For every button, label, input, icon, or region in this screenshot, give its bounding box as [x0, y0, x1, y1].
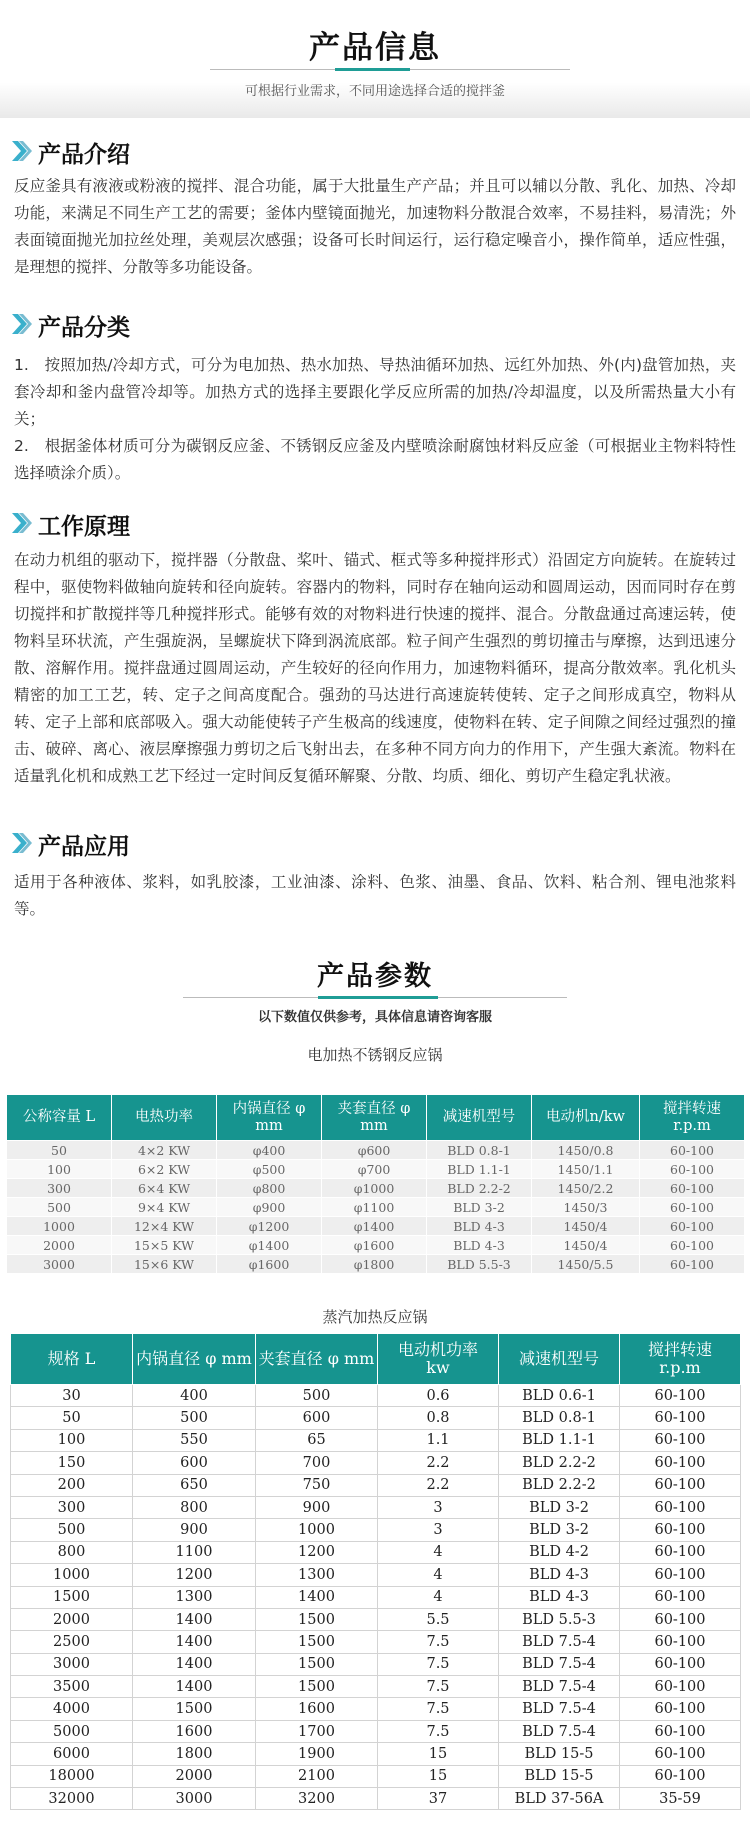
table-cell: 2000 — [11, 1608, 133, 1630]
table-cell: 60-100 — [620, 1452, 741, 1474]
table-cell: 12×4 KW — [112, 1217, 217, 1236]
table-cell: 7.5 — [378, 1631, 499, 1653]
table-cell: φ400 — [217, 1141, 322, 1160]
chevron-right-icon — [10, 830, 36, 856]
table-cell: 60-100 — [640, 1198, 745, 1217]
table-cell: 1.1 — [378, 1429, 499, 1451]
table-cell: φ600 — [322, 1141, 427, 1160]
table-cell: 60-100 — [620, 1474, 741, 1496]
table-cell: 60-100 — [620, 1407, 741, 1429]
table-cell: 1400 — [133, 1676, 256, 1698]
table-cell: 35-59 — [620, 1788, 741, 1810]
table-cell: BLD 7.5-4 — [499, 1653, 620, 1675]
table-cell: BLD 7.5-4 — [499, 1698, 620, 1720]
table-row — [11, 1788, 741, 1810]
column-header: 搅拌转速 r.p.m — [620, 1334, 741, 1385]
table-cell: 60-100 — [640, 1255, 745, 1274]
table-cell: BLD 0.8-1 — [427, 1141, 532, 1160]
table-cell: 1900 — [256, 1743, 378, 1765]
table-cell: 7.5 — [378, 1720, 499, 1742]
table-row — [11, 1586, 741, 1608]
table-cell: 1450/5.5 — [532, 1255, 640, 1274]
table-cell: 30 — [11, 1385, 133, 1407]
table-cell: 6×2 KW — [112, 1160, 217, 1179]
table-row — [11, 1407, 741, 1429]
table-cell: 2.2 — [378, 1452, 499, 1474]
table-cell: 60-100 — [640, 1179, 745, 1198]
chevron-right-icon — [10, 138, 36, 164]
paragraph: 适用于各种液体、浆料，如乳胶漆，工业油漆、涂料、色浆、油墨、食品、饮料、粘合剂、锂电池浆料等。 — [14, 873, 736, 918]
paragraph: 2. 根据釜体材质可分为碳钢反应釜、不锈钢反应釜及内壁喷涂耐腐蚀材料反应釜（可根据业主物料特性选择喷涂介质）。 — [14, 437, 736, 482]
table-cell: 150 — [11, 1452, 133, 1474]
table-cell: 1450/4 — [532, 1217, 640, 1236]
table-cell: 1700 — [256, 1720, 378, 1742]
table-cell: 15 — [378, 1765, 499, 1787]
table-cell: 1600 — [256, 1698, 378, 1720]
table-row — [11, 1720, 741, 1742]
table-cell: 15×5 KW — [112, 1236, 217, 1255]
table-row — [11, 1631, 741, 1653]
table-cell: 600 — [133, 1452, 256, 1474]
table-cell: BLD 3-2 — [499, 1496, 620, 1518]
table-row — [11, 1541, 741, 1563]
table-cell: BLD 37-56A — [499, 1788, 620, 1810]
table-cell: 900 — [133, 1519, 256, 1541]
table-cell: BLD 4-3 — [427, 1217, 532, 1236]
table-cell: BLD 4-3 — [499, 1586, 620, 1608]
table-row — [7, 1179, 745, 1198]
table-cell: 7.5 — [378, 1653, 499, 1675]
product-info-header — [0, 0, 750, 118]
table-cell: 750 — [256, 1474, 378, 1496]
table-cell: BLD 5.5-3 — [499, 1608, 620, 1630]
table-cell: BLD 7.5-4 — [499, 1676, 620, 1698]
paragraph: 反应釜具有液液或粉液的搅拌、混合功能，属于大批量生产产品；并且可以辅以分散、乳化、加热、冷却功能，来满足不同生产工艺的需要；釜体内壁镜面抛光，加速物料分散混合效率，不易挂料，易清洗；外表面镜面抛光加拉丝处理，美观层次感强；设备可长时间运行，运行稳定噪音小，操作简单，适应性强，是理想的搅拌、分散等多功能设备。 — [14, 177, 736, 276]
table-cell: 15 — [378, 1743, 499, 1765]
table-cell: BLD 0.6-1 — [499, 1385, 620, 1407]
table-cell: 32000 — [11, 1788, 133, 1810]
table-cell: 550 — [133, 1429, 256, 1451]
table-cell: BLD 4-3 — [427, 1236, 532, 1255]
table-cell: 1500 — [256, 1608, 378, 1630]
table-cell: 1450/3 — [532, 1198, 640, 1217]
table-header-row — [11, 1334, 741, 1385]
table-row — [11, 1429, 741, 1451]
table-cell: BLD 3-2 — [499, 1519, 620, 1541]
table-row — [11, 1452, 741, 1474]
table-cell: 5000 — [11, 1720, 133, 1742]
section-body-principle — [14, 547, 736, 790]
column-header: 电动机n/kw — [532, 1095, 640, 1141]
table-row — [11, 1676, 741, 1698]
table-cell: 1000 — [7, 1217, 112, 1236]
table-cell: 1500 — [256, 1653, 378, 1675]
table-cell: BLD 2.2-2 — [499, 1452, 620, 1474]
page-title: 产品信息 — [309, 30, 441, 66]
table-cell: φ800 — [217, 1179, 322, 1198]
table-cell: 600 — [256, 1407, 378, 1429]
table-cell: 700 — [256, 1452, 378, 1474]
column-header: 减速机型号 — [427, 1095, 532, 1141]
table-cell: 500 — [11, 1519, 133, 1541]
table-cell: 2100 — [256, 1765, 378, 1787]
table-cell: 1200 — [256, 1541, 378, 1563]
paragraph: 在动力机组的驱动下，搅拌器（分散盘、桨叶、锚式、框式等多种搅拌形式）沿固定方向旋转。在旋转过程中，驱使物料做轴向旋转和径向旋转。容器内的物料，同时存在轴向运动和圆周运动，因而同时存在剪切搅拌和扩散搅拌等几种搅拌形式。能够有效的对物料进行快速的搅拌、混合。分散盘通过高速运转，使物料呈环状流，产生强旋涡，呈螺旋状下降到涡流底部。粒子间产生强烈的剪切撞击与摩擦，达到迅速分散、溶解作用。搅拌盘通过圆周运动，产生较好的径向作用力，加速物料循环，提高分散效率。乳化机头精密的加工工艺，转、定子之间高度配合。强劲的马达进行高速旋转使转、定子之间形成真空，物料从转、定子上部和底部吸入。强大动能使转子产生极高的线速度，使物料在转、定子间隙之间经过强烈的撞击、破碎、离心、液层摩擦强力剪切之后飞射出去，在多种不同方向力的作用下，产生强大紊流。物料在适量乳化机和成熟工艺下经过一定时间反复循环解聚、分散、均质、细化、剪切产生稳定乳状液。 — [14, 551, 736, 785]
table-cell: 50 — [7, 1141, 112, 1160]
table-cell: φ700 — [322, 1160, 427, 1179]
section-body-intro — [14, 173, 736, 281]
table-cell: 50 — [11, 1407, 133, 1429]
table-cell: 5.5 — [378, 1608, 499, 1630]
table-cell: φ900 — [217, 1198, 322, 1217]
table-cell: 200 — [11, 1474, 133, 1496]
table-cell: 1400 — [133, 1631, 256, 1653]
table-cell: φ1200 — [217, 1217, 322, 1236]
table-cell: BLD 7.5-4 — [499, 1720, 620, 1742]
table-cell: 3500 — [11, 1676, 133, 1698]
table-cell: 1200 — [133, 1564, 256, 1586]
table-cell: 6×4 KW — [112, 1179, 217, 1198]
table-cell: 1100 — [133, 1541, 256, 1563]
table-cell: 1400 — [133, 1608, 256, 1630]
table-header-row — [7, 1095, 745, 1141]
table-cell: 60-100 — [640, 1160, 745, 1179]
table-cell: 0.6 — [378, 1385, 499, 1407]
table-row — [11, 1743, 741, 1765]
table-cell: BLD 0.8-1 — [499, 1407, 620, 1429]
table-cell: 65 — [256, 1429, 378, 1451]
table-cell: 60-100 — [620, 1631, 741, 1653]
table-cell: 15×6 KW — [112, 1255, 217, 1274]
table-cell: 60-100 — [640, 1217, 745, 1236]
table-row — [7, 1160, 745, 1179]
column-header: 夹套直径 φ mm — [322, 1095, 427, 1141]
table-cell: φ1400 — [322, 1217, 427, 1236]
table-row — [11, 1496, 741, 1518]
table-cell: 18000 — [11, 1765, 133, 1787]
table-cell: 60-100 — [620, 1653, 741, 1675]
table-cell: 60-100 — [620, 1765, 741, 1787]
table-cell: 2000 — [7, 1236, 112, 1255]
table-cell: 60-100 — [620, 1698, 741, 1720]
table-cell: 4×2 KW — [112, 1141, 217, 1160]
table-row — [7, 1198, 745, 1217]
table-cell: 1450/4 — [532, 1236, 640, 1255]
section-title: 产品分类 — [38, 315, 130, 341]
table-cell: 7.5 — [378, 1698, 499, 1720]
table-cell: 60-100 — [620, 1608, 741, 1630]
table-cell: 2000 — [133, 1765, 256, 1787]
table-cell: 60-100 — [620, 1676, 741, 1698]
table-cell: BLD 1.1-1 — [427, 1160, 532, 1179]
table-cell: BLD 15-5 — [499, 1765, 620, 1787]
table-row — [11, 1698, 741, 1720]
table-row — [11, 1608, 741, 1630]
title-divider-accent — [335, 68, 410, 71]
table-cell: 60-100 — [640, 1236, 745, 1255]
table-cell: 1450/1.1 — [532, 1160, 640, 1179]
section-title: 产品应用 — [38, 834, 130, 860]
table-cell: 1300 — [133, 1586, 256, 1608]
table-cell: 1500 — [256, 1631, 378, 1653]
table-cell: 2500 — [11, 1631, 133, 1653]
table-cell: 6000 — [11, 1743, 133, 1765]
table-cell: 60-100 — [620, 1429, 741, 1451]
table-cell: 60-100 — [640, 1141, 745, 1160]
table-cell: BLD 2.2-2 — [499, 1474, 620, 1496]
table1-caption: 电加热不锈钢反应锅 — [307, 1046, 443, 1064]
table-cell: BLD 15-5 — [499, 1743, 620, 1765]
table-cell: 60-100 — [620, 1385, 741, 1407]
column-header: 规格 L — [11, 1334, 133, 1385]
table-row — [11, 1519, 741, 1541]
table-cell: φ1000 — [322, 1179, 427, 1198]
table-cell: φ1600 — [217, 1255, 322, 1274]
table-cell: 2.2 — [378, 1474, 499, 1496]
table-row — [11, 1765, 741, 1787]
column-header: 电动机功率 kw — [378, 1334, 499, 1385]
table-cell: φ1800 — [322, 1255, 427, 1274]
table-cell: 1800 — [133, 1743, 256, 1765]
table-cell: 60-100 — [620, 1496, 741, 1518]
table-cell: 60-100 — [620, 1541, 741, 1563]
table-cell: 4 — [378, 1564, 499, 1586]
table-row — [7, 1141, 745, 1160]
table-cell: 60-100 — [620, 1564, 741, 1586]
section-title: 工作原理 — [38, 514, 130, 540]
table-row — [7, 1255, 745, 1274]
electric-heating-spec-table — [6, 1094, 745, 1274]
params-subtitle: 以下数值仅供参考，具体信息请咨询客服 — [257, 1010, 492, 1025]
table-row — [7, 1236, 745, 1255]
params-title: 产品参数 — [317, 961, 433, 992]
table-cell: BLD 1.1-1 — [499, 1429, 620, 1451]
chevron-right-icon — [10, 311, 36, 337]
column-header: 公称容量 L — [7, 1095, 112, 1141]
table-cell: 300 — [7, 1179, 112, 1198]
table-cell: 3200 — [256, 1788, 378, 1810]
table-cell: 3 — [378, 1496, 499, 1518]
table-cell: 500 — [256, 1385, 378, 1407]
table-row — [11, 1564, 741, 1586]
table-cell: 100 — [11, 1429, 133, 1451]
steam-heating-spec-table — [10, 1333, 741, 1810]
table-cell: 1000 — [256, 1519, 378, 1541]
table-cell: 1450/0.8 — [532, 1141, 640, 1160]
table-cell: 60-100 — [620, 1720, 741, 1742]
table-cell: 400 — [133, 1385, 256, 1407]
table-cell: 1300 — [256, 1564, 378, 1586]
paragraph: 1. 按照加热/冷却方式，可分为电加热、热水加热、导热油循环加热、远红外加热、外(内)盘管加热，夹套冷却和釜内盘管冷却等。加热方式的选择主要跟化学反应所需的加热/冷却温度，以及所需热量大小有关； — [14, 356, 736, 428]
table-cell: 37 — [378, 1788, 499, 1810]
table-cell: 60-100 — [620, 1519, 741, 1541]
section-body-classification — [14, 352, 736, 487]
table-cell: 7.5 — [378, 1676, 499, 1698]
table-cell: BLD 4-2 — [499, 1541, 620, 1563]
page-subtitle: 可根据行业需求，不同用途选择合适的搅拌釜 — [244, 84, 505, 99]
table-cell: 3000 — [7, 1255, 112, 1274]
table-cell: 1450/2.2 — [532, 1179, 640, 1198]
column-header: 内锅直径 φ mm — [217, 1095, 322, 1141]
table-cell: φ1100 — [322, 1198, 427, 1217]
table-cell: 1000 — [11, 1564, 133, 1586]
table-cell: 9×4 KW — [112, 1198, 217, 1217]
column-header: 减速机型号 — [499, 1334, 620, 1385]
table-cell: 800 — [133, 1496, 256, 1518]
table-cell: 500 — [133, 1407, 256, 1429]
table-cell: 0.8 — [378, 1407, 499, 1429]
table-cell: 1500 — [133, 1698, 256, 1720]
table-cell: 3000 — [133, 1788, 256, 1810]
table-cell: φ1400 — [217, 1236, 322, 1255]
table-cell: φ1600 — [322, 1236, 427, 1255]
table-cell: 1400 — [256, 1586, 378, 1608]
column-header: 内锅直径 φ mm — [133, 1334, 256, 1385]
table-row — [11, 1385, 741, 1407]
section-body-application — [14, 869, 736, 923]
table-cell: 60-100 — [620, 1586, 741, 1608]
column-header: 搅拌转速 r.p.m — [640, 1095, 745, 1141]
table-cell: 60-100 — [620, 1743, 741, 1765]
table-cell: 3000 — [11, 1653, 133, 1675]
column-header: 夹套直径 φ mm — [256, 1334, 378, 1385]
table-cell: BLD 5.5-3 — [427, 1255, 532, 1274]
table-cell: 3 — [378, 1519, 499, 1541]
chevron-right-icon — [10, 510, 36, 536]
table-cell: 1500 — [11, 1586, 133, 1608]
table-row — [11, 1474, 741, 1496]
table-row — [7, 1217, 745, 1236]
table-cell: 900 — [256, 1496, 378, 1518]
params-divider-accent — [318, 996, 438, 999]
table-cell: 800 — [11, 1541, 133, 1563]
table-row — [11, 1653, 741, 1675]
table-cell: BLD 2.2-2 — [427, 1179, 532, 1198]
table-cell: 4 — [378, 1541, 499, 1563]
table-cell: BLD 4-3 — [499, 1564, 620, 1586]
table-cell: BLD 7.5-4 — [499, 1631, 620, 1653]
table-cell: φ500 — [217, 1160, 322, 1179]
table-cell: 1600 — [133, 1720, 256, 1742]
section-title: 产品介绍 — [38, 142, 130, 168]
table-cell: 650 — [133, 1474, 256, 1496]
table-cell: 1400 — [133, 1653, 256, 1675]
table-cell: 300 — [11, 1496, 133, 1518]
table2-caption: 蒸汽加热反应锅 — [322, 1308, 428, 1326]
table-cell: 4000 — [11, 1698, 133, 1720]
table-cell: 4 — [378, 1586, 499, 1608]
table-cell: 1500 — [256, 1676, 378, 1698]
table-cell: 100 — [7, 1160, 112, 1179]
column-header: 电热功率 — [112, 1095, 217, 1141]
table-cell: 500 — [7, 1198, 112, 1217]
table-cell: BLD 3-2 — [427, 1198, 532, 1217]
